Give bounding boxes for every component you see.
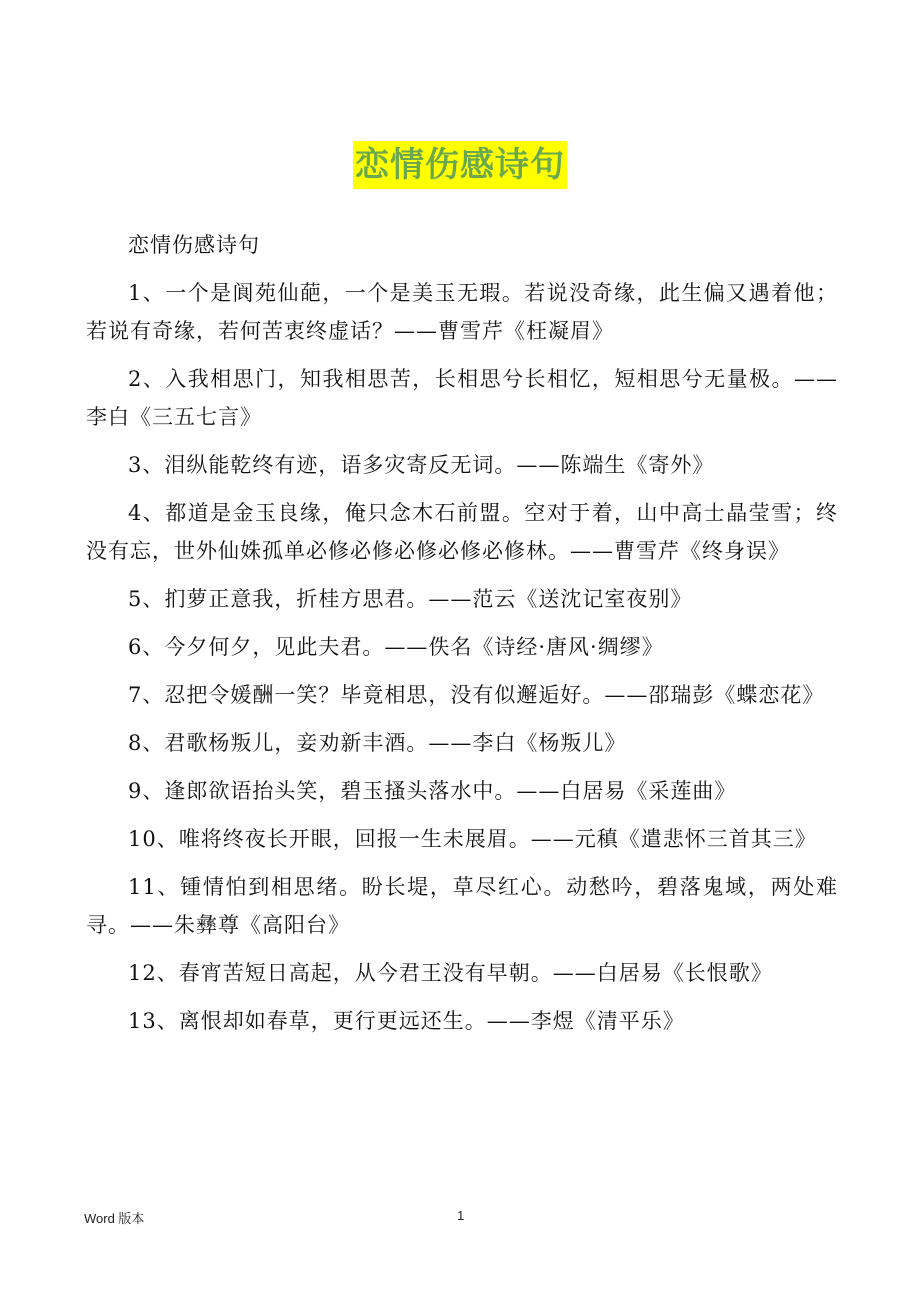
subtitle-paragraph: 恋情伤感诗句 <box>128 233 260 257</box>
footer-version-label: Word 版本 <box>84 1211 145 1226</box>
poem-line-8: 8、君歌杨叛儿，妾劝新丰酒。——李白《杨叛儿》 <box>128 731 627 755</box>
page-footer <box>84 1208 844 1228</box>
poem-line-1: 1、一个是阆苑仙葩，一个是美玉无瑕。若说没奇缘，此生偏又遇着他；若说有奇缘，若何苦衷终虚话？——曹雪芹《枉凝眉》 <box>86 281 838 343</box>
title-container <box>0 141 920 189</box>
document-title: 恋情伤感诗句 <box>353 141 567 189</box>
poem-line-10: 10、唯将终夜长开眼，回报一生未展眉。——元稹《遣悲怀三首其三》 <box>128 827 817 851</box>
poem-line-13: 13、离恨却如春草，更行更远还生。——李煜《清平乐》 <box>128 1009 685 1033</box>
poem-line-5: 5、扪萝正意我，折桂方思君。——范云《送沈记室夜别》 <box>128 587 693 611</box>
page-number: 1 <box>457 1208 465 1223</box>
poem-line-6: 6、今夕何夕，见此夫君。——佚名《诗经·唐风·绸缪》 <box>128 635 664 659</box>
document-body <box>86 226 838 1050</box>
poem-line-12: 12、春宵苦短日高起，从今君王没有早朝。——白居易《长恨歌》 <box>128 961 773 985</box>
poem-line-4: 4、都道是金玉良缘，俺只念木石前盟。空对于着，山中高士晶莹雪；终没有忘，世外仙姝孤单必修必修必修必修必修林。——曹雪芹《终身误》 <box>86 501 838 563</box>
poem-line-2: 2、入我相思门，知我相思苦，长相思兮长相忆，短相思兮无量极。——李白《三五七言》 <box>86 367 838 429</box>
poem-line-9: 9、逢郎欲语抬头笑，碧玉搔头落水中。——白居易《采莲曲》 <box>128 779 737 803</box>
poem-line-3: 3、泪纵能乾终有迹，语多灾寄反无词。——陈端生《寄外》 <box>128 453 715 477</box>
poem-line-11: 11、锺情怕到相思绪。盼长堤，草尽红心。动愁吟，碧落鬼域，两处难寻。——朱彝尊《高阳台》 <box>86 875 838 937</box>
poem-line-7: 7、忍把令媛酬一笑？毕竟相思，没有似邂逅好。——邵瑞彭《蝶恋花》 <box>128 683 825 707</box>
